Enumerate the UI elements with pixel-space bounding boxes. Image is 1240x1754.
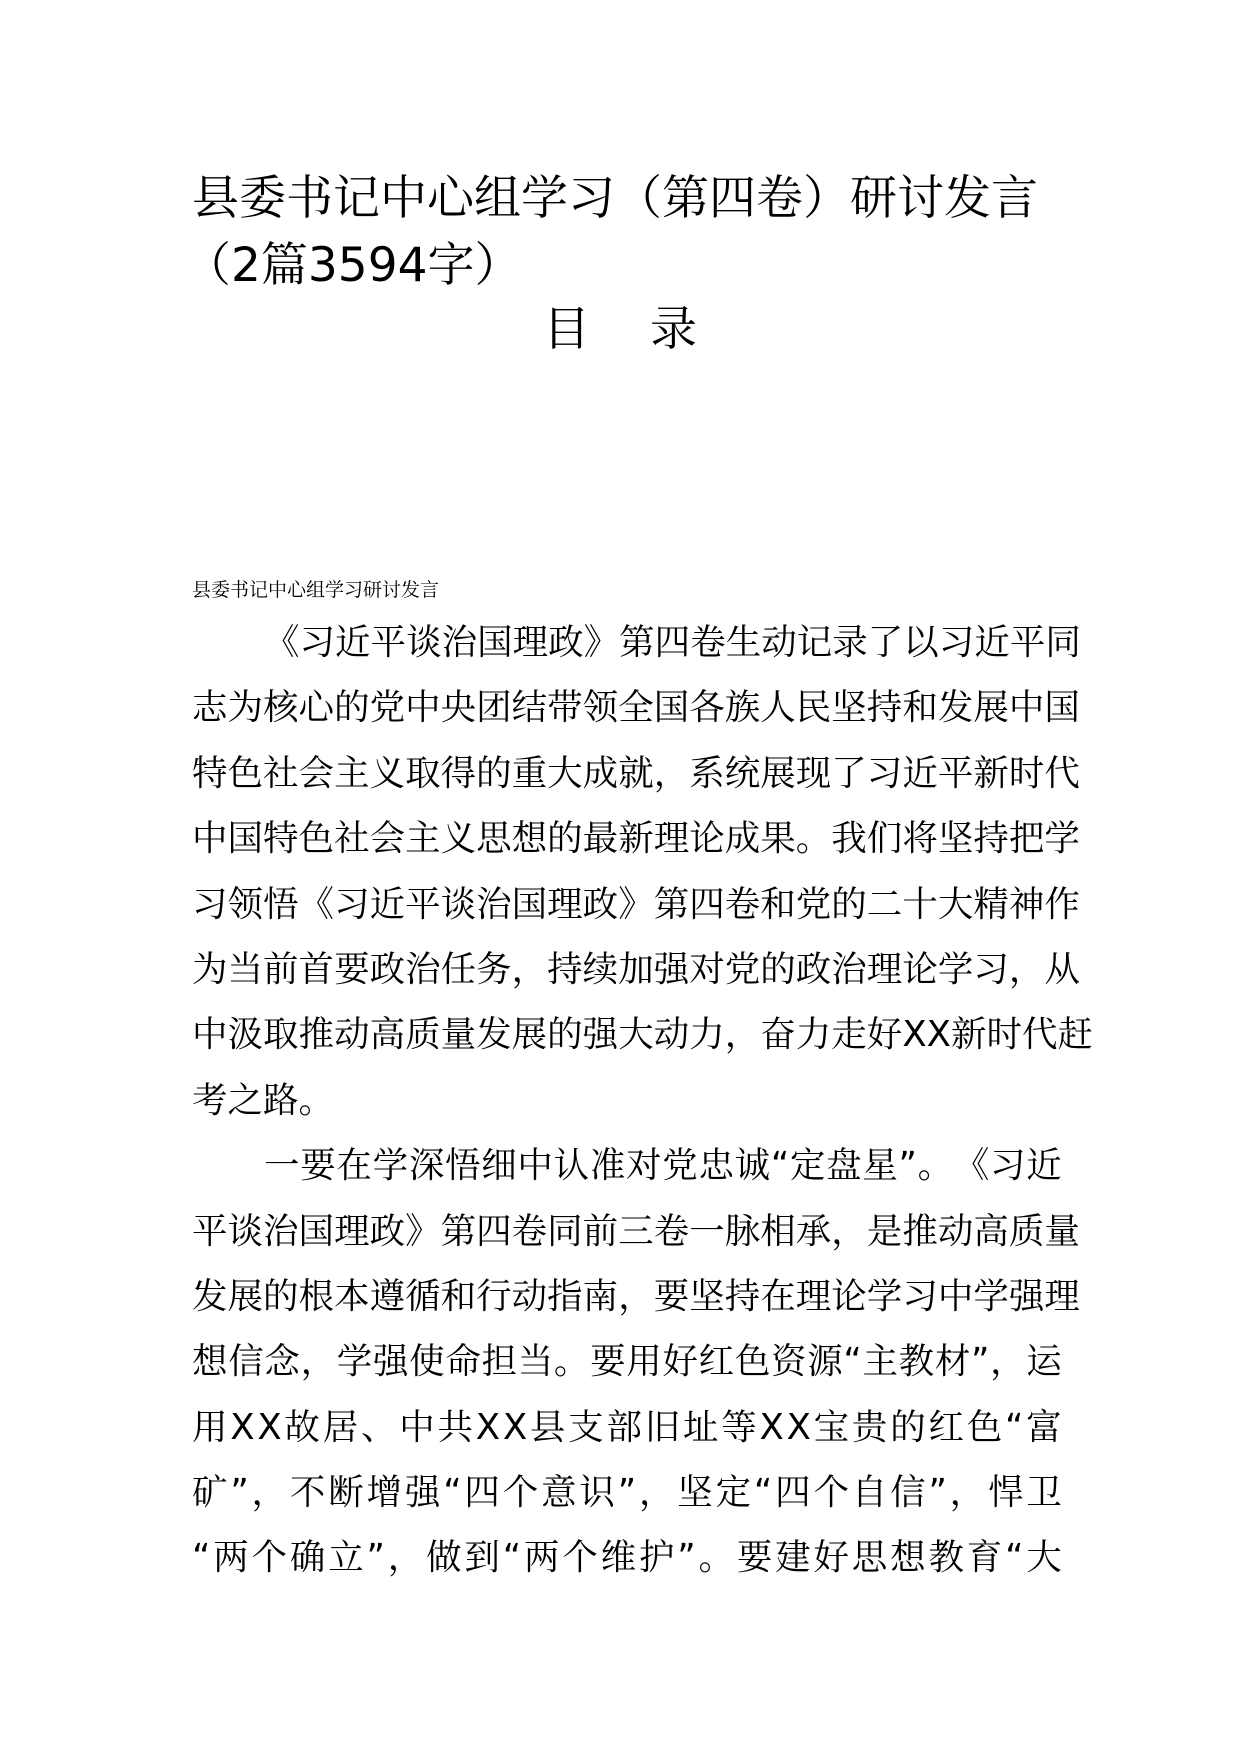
body-line: 矿 ” ， 不 断 增 强 “ 四 个 意 识 ” ， 坚 定 “ 四 个 自 信 ” ， 悍 卫 bbox=[192, 1472, 1062, 1514]
body-line: 为 当 前 首 要 政 治 任 务 ， 持 续 加 强 对 党 的 政 治 理 论 学 习 ， 从 bbox=[192, 948, 1080, 990]
section-heading: 县委书记中心组学习研讨发言 bbox=[192, 579, 440, 601]
body-line: 特 色 社 会 主 义 取 得 的 重 大 成 就 ， 系 统 展 现 了 习 近 平 新 时 代 bbox=[192, 752, 1080, 794]
document-title: 县委书记中心组学习（第四卷）研讨发言 bbox=[192, 171, 1038, 226]
body-line: 《 习 近 平 谈 治 国 理 政 》 第 四 卷 生 动 记 录 了 以 习 近 平 同 bbox=[264, 622, 1081, 663]
body-text bbox=[192, 610, 1094, 1591]
body-line: 习 领 悟 《 习 近 平 谈 治 国 理 政 》 第 四 卷 和 党 的 二 十 大 精 神 作 bbox=[192, 883, 1080, 925]
body-line: 志 为 核 心 的 党 中 央 团 结 带 领 全 国 各 族 人 民 坚 持 和 发 展 中 国 bbox=[192, 687, 1080, 729]
toc-heading-char: 目 bbox=[543, 302, 590, 357]
toc-heading-char: 录 bbox=[650, 302, 697, 357]
body-line: 想 信 念 ， 学 强 使 命 担 当 。 要 用 好 红 色 资 源 “ 主 教 材 ” ， 运 bbox=[192, 1341, 1062, 1383]
body-line: 中 国 特 色 社 会 主 义 思 想 的 最 新 理 论 成 果 。 我 们 将 坚 持 把 学 bbox=[192, 818, 1080, 860]
body-line: 中 汲 取 推 动 高 质 量 发 展 的 强 大 动 力 ， 奋 力 走 好 X X 新 时 代 赶 bbox=[192, 1014, 1094, 1056]
document-title-subtitle: （2篇3594字） bbox=[184, 238, 522, 293]
body-line: 平 谈 治 国 理 政 》 第 四 卷 同 前 三 卷 一 脉 相 承 ， 是 推 动 高 质 量 bbox=[192, 1210, 1080, 1252]
body-line: 用 X X 故 居 、 中 共 X X 县 支 部 旧 址 等 X X 宝 贵 的 红 色 “ 富 bbox=[192, 1406, 1062, 1448]
body-line: “ 两 个 确 立 ” ， 做 到 “ 两 个 维 护 ” 。 要 建 好 思 想 教 育 “ 大 bbox=[192, 1537, 1062, 1579]
body-line: 考之路。 bbox=[192, 1079, 335, 1121]
body-line: 一 要 在 学 深 悟 细 中 认 准 对 党 忠 诚 “ 定 盘 星 ” 。 《 习 近 bbox=[264, 1145, 1062, 1187]
body-line: 发 展 的 根 本 遵 循 和 行 动 指 南 ， 要 坚 持 在 理 论 学 习 中 学 强 理 bbox=[192, 1275, 1080, 1317]
toc-heading bbox=[0, 297, 1240, 363]
